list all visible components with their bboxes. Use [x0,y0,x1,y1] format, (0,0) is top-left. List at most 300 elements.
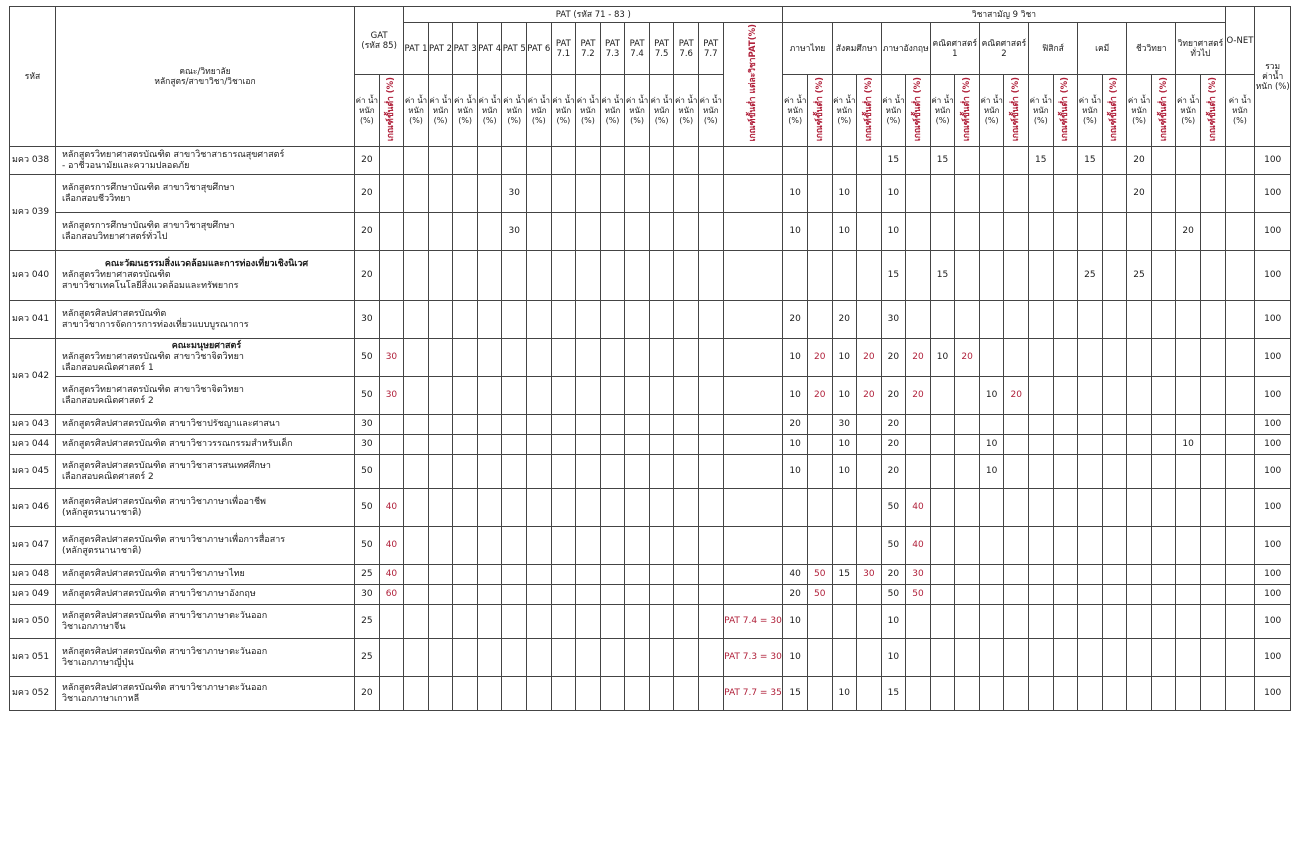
subject-min [1200,605,1225,639]
total-weight-value: 100 [1264,589,1282,599]
subject-weight [1029,213,1054,251]
subject-weight [930,585,955,605]
subject-weight-value: 40 [789,569,801,579]
subject-min [1102,455,1127,489]
pat-weight [527,605,552,639]
subject-weight [783,435,808,455]
subject-weight [881,213,906,251]
min-label: เกณฑ์ขั้นต่ำ (%) [1109,76,1120,142]
subject-weight-value: 20 [887,439,900,449]
subject-min-value: 50 [813,569,826,579]
pat-weight [527,565,552,585]
subject-min [955,639,980,677]
subject-weight [1176,455,1201,489]
subject-min [1200,415,1225,435]
pat-weight [600,175,625,213]
gat-weight-value: 30 [361,314,373,324]
subject-min-value: 40 [912,502,924,512]
subject-weight-value: 50 [887,589,900,599]
subject-weight [1127,415,1152,435]
program-code [10,251,56,301]
subject-min [1004,585,1029,605]
total-weight-value: 100 [1264,688,1282,698]
gat-weight [355,339,380,377]
subject-min [807,489,832,527]
program-name-line: หลักสูตรวิทยาศาสตรบัณฑิต สาขาวิชาสาธารณสุขศาสตร์ [61,149,285,160]
gat-weight [355,565,380,585]
pat-weight [477,489,502,527]
pat-weight [649,527,674,565]
header-pat-weight [698,75,723,147]
subject-min [955,251,980,301]
subject-weight-value: 15 [1035,155,1047,165]
header-gat [355,7,404,75]
pat-weight [404,435,429,455]
subject-min [1053,213,1078,251]
header-gat-min [379,75,404,147]
subject-weight [832,213,857,251]
header-pat-col [576,23,601,75]
subject-min [857,639,882,677]
header-subject-col-label: ชีววิทยา [1135,43,1167,54]
header-subject-col [1127,23,1176,75]
subject-min [1151,639,1176,677]
header-pat-col [477,23,502,75]
subject-weight [881,175,906,213]
total-weight-value: 100 [1264,270,1282,280]
subject-weight-value: 10 [789,439,801,449]
subject-min [1102,147,1127,175]
pat-weight [625,339,650,377]
table-row [10,585,1291,605]
pat-weight [453,213,478,251]
subject-weight-value: 15 [887,688,900,698]
gat-min-value: 60 [385,589,398,599]
subject-weight [881,377,906,415]
header-pat-weight [600,75,625,147]
header-pat-min-label: เกณฑ์ขั้นต่ำ แต่ละวิชาPAT(%) [747,24,758,142]
total-weight-value: 100 [1264,188,1282,198]
pat-weight [649,339,674,377]
program-name-line: หลักสูตรศิลปศาสตรบัณฑิต สาขาวิชาสารสนเทศศึกษา [61,460,271,471]
subject-weight [1127,639,1152,677]
pat-weight [404,339,429,377]
min-label: เกณฑ์ขั้นต่ำ (%) [1060,76,1071,142]
program-name-line: เลือกสอบคณิตศาสตร์ 2 [61,395,154,406]
gat-min [379,489,404,527]
pat-weight [502,639,527,677]
pat-weight [698,585,723,605]
program-name-line: เลือกสอบวิทยาศาสตร์ทั่วไป [61,231,168,242]
subject-weight [1029,251,1054,301]
subject-min-value: 40 [912,540,924,550]
pat-weight [404,377,429,415]
subject-min [906,527,931,565]
subject-min [906,415,931,435]
pat-weight [600,639,625,677]
subject-min-value: 30 [912,569,924,579]
subject-weight [832,489,857,527]
pat-weight [527,339,552,377]
gat-weight [355,147,380,175]
gat-min [379,565,404,585]
subject-min [1053,175,1078,213]
program-name-line: เลือกสอบชีววิทยา [61,193,131,204]
subject-weight [783,339,808,377]
header-subject-col [930,23,979,75]
subject-weight [1078,585,1103,605]
subject-min-value: 20 [813,390,826,400]
subject-weight [1078,677,1103,711]
program-name-line: หลักสูตรศิลปศาสตรบัณฑิต สาขาวิชาภาษาตะวันออก [61,610,268,621]
pat-weight [625,415,650,435]
table-body [10,147,1291,711]
subject-min [1200,339,1225,377]
subject-min [1151,565,1176,585]
subject-min [1102,377,1127,415]
pat-weight [649,147,674,175]
subject-weight [783,605,808,639]
subject-weight-value: 10 [838,688,850,698]
subject-min [1200,639,1225,677]
header-total-label: รวม ค่าน้ำหนัก (%) [1255,61,1290,92]
pat-min [723,527,783,565]
gat-min-value: 30 [385,390,398,400]
pat-weight [527,489,552,527]
subject-min [1053,605,1078,639]
header-subject-col-label: คณิตศาสตร์ 2 [981,38,1027,59]
pat-weight [428,377,453,415]
pat-weight [600,489,625,527]
pat-weight [600,435,625,455]
program-name-line: หลักสูตรวิทยาศาสตรบัณฑิต [61,270,171,280]
program-code-text: มคว 039 [12,207,50,217]
subject-weight [881,565,906,585]
subject-weight-value: 15 [936,155,949,165]
pat-weight [625,147,650,175]
header-subject-min [1151,75,1176,147]
weight-label: ค่า น้ำ หนัก (%) [1127,95,1151,125]
table-row [10,377,1291,415]
pat-weight [453,585,478,605]
pat-weight [649,605,674,639]
subject-min [857,377,882,415]
pat-weight [698,435,723,455]
subject-min [1004,415,1029,435]
subject-min [807,213,832,251]
subject-min [1151,251,1176,301]
subject-weight-value: 10 [838,352,850,362]
pat-weight [600,527,625,565]
subject-weight-value: 10 [789,466,801,476]
program-name-line: เลือกสอบคณิตศาสตร์ 1 [61,363,154,373]
pat-weight [600,565,625,585]
header-code [10,7,56,147]
subject-min [857,339,882,377]
program-name-line: หลักสูตรศิลปศาสตรบัณฑิต สาขาวิชาภาษาไทย [61,569,245,579]
subject-weight [783,213,808,251]
subject-weight [979,339,1004,377]
subject-weight [1176,527,1201,565]
subject-weight [1176,605,1201,639]
subject-weight [832,175,857,213]
subject-weight [1029,415,1054,435]
pat-weight [576,585,601,605]
subject-weight [1176,377,1201,415]
weight-label: ค่า น้ำ หนัก (%) [404,95,428,125]
onet-weight [1225,175,1255,213]
subject-weight [1029,339,1054,377]
pat-weight [674,455,699,489]
pat-weight [576,301,601,339]
subject-min [857,677,882,711]
min-label: เกณฑ์ขั้นต่ำ (%) [386,76,397,142]
subject-weight [1176,565,1201,585]
pat-weight [527,435,552,455]
pat-weight [698,489,723,527]
header-subject-col-label: วิทยาศาสตร์ทั่วไป [1177,38,1224,59]
subject-min [1004,339,1029,377]
subject-min-value: 20 [961,352,973,362]
program-code-text: มคว 052 [12,688,50,698]
header-subject-weight [1127,75,1152,147]
header-pat-col-label: PAT 1 [404,43,428,54]
header-subject-weight [1176,75,1201,147]
subject-weight [832,639,857,677]
header-pat-col [649,23,674,75]
subject-weight-value: 10 [838,466,850,476]
subject-weight [783,251,808,301]
subject-min [857,251,882,301]
gat-weight [355,489,380,527]
table-row [10,213,1291,251]
subject-min [906,339,931,377]
onet-weight [1225,377,1255,415]
subject-min [955,435,980,455]
program-name [55,339,354,377]
pat-weight [625,639,650,677]
subject-min [1200,213,1225,251]
subject-weight [1029,677,1054,711]
program-name [55,455,354,489]
gat-weight [355,175,380,213]
subject-weight [881,527,906,565]
weight-label: ค่า น้ำ หนัก (%) [1029,95,1052,125]
pat-min [723,301,783,339]
pat-min [723,489,783,527]
subject-weight-value: 10 [789,616,801,626]
subject-weight [979,605,1004,639]
pat-weight [551,489,576,527]
gat-min [379,527,404,565]
subject-min [1004,213,1029,251]
subject-min [1151,585,1176,605]
subject-weight [979,677,1004,711]
subject-min [807,435,832,455]
header-subject-weight [979,75,1004,147]
total-weight [1255,377,1291,415]
subject-weight [1029,301,1054,339]
program-name [55,489,354,527]
subject-min [906,677,931,711]
subject-weight [1176,301,1201,339]
subject-min [955,527,980,565]
gat-weight-value: 20 [361,688,373,698]
program-name [55,435,354,455]
subject-min [955,301,980,339]
weight-label: ค่า น้ำ หนัก (%) [783,95,807,125]
program-name [55,639,354,677]
header-pat-weight [477,75,502,147]
gat-min-value: 40 [385,569,398,579]
subject-weight [1029,377,1054,415]
header-subject-col [783,23,832,75]
subject-weight [832,435,857,455]
subject-weight [1029,565,1054,585]
subject-weight [1127,175,1152,213]
subject-weight-value: 15 [887,155,900,165]
subject-weight [930,677,955,711]
subject-weight-value: 20 [838,314,850,324]
weight-label: ค่า น้ำ หนัก (%) [699,95,722,125]
subject-weight [832,455,857,489]
subject-min [1004,489,1029,527]
subject-min [807,175,832,213]
gat-weight [355,415,380,435]
subject-min [1151,435,1176,455]
gat-weight-value: 30 [361,439,373,449]
total-weight [1255,339,1291,377]
program-name-line: วิชาเอกภาษาเกาหลี [61,693,140,704]
pat-weight [625,455,650,489]
pat-weight [453,301,478,339]
subject-min [857,147,882,175]
pat-weight [600,251,625,301]
subject-min [1102,435,1127,455]
pat-weight [477,527,502,565]
weight-label: ค่า น้ำ หนัก (%) [650,95,673,125]
subject-min [1102,677,1127,711]
subject-weight-value: 50 [887,502,900,512]
subject-min [1004,147,1029,175]
header-pat-group-label: PAT (รหัส 71 - 83 ) [555,9,631,20]
total-weight-value: 100 [1264,540,1282,550]
subject-weight [1029,527,1054,565]
subject-weight [1176,639,1201,677]
weight-label: ค่า น้ำ หนัก (%) [1078,95,1102,125]
pat-weight [502,251,527,301]
pat-weight [625,301,650,339]
subject-min [906,489,931,527]
subject-min [1200,565,1225,585]
pat-weight [649,435,674,455]
subject-weight [881,639,906,677]
subject-min-value: 20 [912,390,924,400]
pat-weight [527,415,552,435]
subject-weight [1176,147,1201,175]
program-name-line: (หลักสูตรนานาชาติ) [61,545,142,556]
subject-weight-value: 25 [1084,270,1096,280]
pat-min [723,585,783,605]
subject-min [1151,175,1176,213]
pat-weight [502,213,527,251]
pat-weight [428,455,453,489]
pat-weight [698,339,723,377]
pat-weight [649,213,674,251]
pat-weight [576,147,601,175]
pat-weight [551,175,576,213]
subject-weight-value: 30 [838,419,850,429]
pat-weight [649,677,674,711]
subject-weight-value: 15 [789,688,801,698]
subject-min [807,455,832,489]
pat-weight [453,677,478,711]
pat-weight [649,639,674,677]
pat-weight [453,435,478,455]
program-name-line: สาขาวิชาการจัดการการท่องเที่ยวแบบบูรณาการ [61,319,249,330]
pat-weight [674,301,699,339]
subject-weight [1127,435,1152,455]
program-name-line: หลักสูตรการศึกษาบัณฑิต สาขาวิชาสุขศึกษา [61,182,235,193]
pat-weight [404,301,429,339]
subject-min [1004,175,1029,213]
subject-weight [881,147,906,175]
pat-weight [625,435,650,455]
subject-weight-value: 20 [887,569,900,579]
weight-label: ค่า น้ำ หนัก (%) [527,95,550,125]
subject-weight-value: 10 [789,390,801,400]
subject-min [1200,527,1225,565]
pat-weight [428,489,453,527]
header-pat-col-label: PAT 6 [527,43,551,54]
onet-weight [1225,213,1255,251]
program-name [55,677,354,711]
pat-weight [674,435,699,455]
program-code [10,585,56,605]
pat-weight [428,339,453,377]
weight-label: ค่า น้ำ หนัก (%) [980,95,1003,125]
pat-weight [576,605,601,639]
subject-weight [783,639,808,677]
subject-min [1200,585,1225,605]
pat-weight [600,301,625,339]
pat-weight [428,301,453,339]
total-weight-value: 100 [1264,466,1282,476]
pat-weight [404,213,429,251]
subject-min-value: 20 [863,390,875,400]
pat-weight [404,605,429,639]
program-name-line: หลักสูตรศิลปศาสตรบัณฑิต สาขาวิชาภาษาตะวันออก [61,646,268,657]
subject-weight [930,489,955,527]
pat-weight [674,213,699,251]
subject-min [1102,213,1127,251]
pat-weight [477,377,502,415]
subject-min [1053,435,1078,455]
header-pat-weight [453,75,478,147]
pat-min [723,435,783,455]
subject-weight [1029,605,1054,639]
header-subject-col-label: ภาษาอังกฤษ [882,43,929,54]
pat-weight [625,213,650,251]
pat-min [723,639,783,677]
subject-weight [979,147,1004,175]
gat-weight-value: 25 [361,616,373,626]
subject-min [807,565,832,585]
subject-weight [930,377,955,415]
subject-min [1151,527,1176,565]
header-pat-weight [428,75,453,147]
subject-weight [1078,213,1103,251]
